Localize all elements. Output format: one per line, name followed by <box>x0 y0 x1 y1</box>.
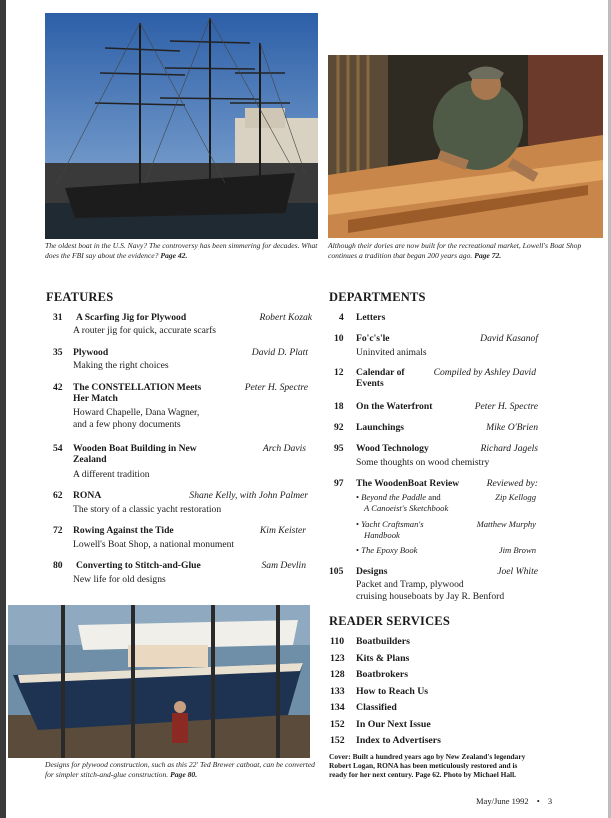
dept-entry-97[interactable] <box>329 478 539 491</box>
entry-title: Plywood <box>73 347 109 358</box>
feature-entry-42[interactable] <box>46 382 316 432</box>
review-conj: and <box>428 492 441 502</box>
entry-title: On the Waterfront <box>356 401 433 412</box>
entry-author: Joel White <box>497 566 538 577</box>
entry-title: RONA <box>73 490 102 501</box>
entry-title: Classified <box>356 702 397 713</box>
entry-title-line2: Zealand <box>73 454 107 465</box>
dept-entry-18[interactable] <box>329 401 539 414</box>
dept-entry-12[interactable] <box>329 367 539 393</box>
reader-services-item[interactable] <box>330 669 408 680</box>
constellation-caption: The oldest boat in the U.S. Navy? The controversy has been simmering for decades. What does the FBI say about the evidence? Page 42. <box>45 241 318 260</box>
entry-page: 42 <box>53 382 63 393</box>
entry-author: Mike O'Brien <box>486 422 538 433</box>
entry-author: Arch Davis <box>262 443 306 454</box>
entry-desc: A router jig for quick, accurate scarfs <box>73 325 217 336</box>
entry-desc: A different tradition <box>73 469 150 480</box>
feature-entry-35[interactable] <box>46 347 316 373</box>
entry-desc: Making the right choices <box>73 360 169 371</box>
entry-desc: Lowell's Boat Shop, a national monument <box>73 539 235 550</box>
entry-title: Wooden Boat Building in New <box>73 443 197 454</box>
entry-author: Reviewed by: <box>486 478 538 489</box>
entry-page: 152 <box>330 735 345 746</box>
review-author: Jim Brown <box>498 545 536 555</box>
dept-entry-92[interactable] <box>329 422 539 435</box>
page-binding-edge <box>0 0 6 818</box>
reader-services-heading: READER SERVICES <box>329 614 450 628</box>
features-heading: FEATURES <box>46 290 114 304</box>
boat-shop-photo <box>328 55 603 238</box>
review-author: Zip Kellogg <box>495 492 536 502</box>
entry-page: 18 <box>334 401 344 412</box>
catboat-photo <box>8 605 310 758</box>
entry-title: Letters <box>356 312 386 323</box>
entry-title: Fo'c's'le <box>356 333 390 344</box>
entry-page: 62 <box>53 490 63 501</box>
boat-shop-caption: Although their dories are now built for the recreational market, Lowell's Boat Shop continues a tradition that began 200 years ago. Page 72. <box>328 241 582 260</box>
entry-author: Robert Kozak <box>259 312 312 323</box>
entry-title: Wood Technology <box>356 443 429 454</box>
entry-page: 35 <box>53 347 63 358</box>
entry-title: Calendar of <box>356 367 405 378</box>
review-title: Beyond the Paddle <box>361 492 427 502</box>
entry-title: A Scarfing Jig for Plywood <box>76 312 187 323</box>
review-item-1[interactable] <box>356 492 539 516</box>
entry-title: In Our Next Issue <box>356 719 431 730</box>
feature-entry-80[interactable] <box>46 560 316 586</box>
review-item-3[interactable] <box>356 545 539 557</box>
entry-author: Shane Kelly, with John Palmer <box>189 490 308 501</box>
entry-desc: Uninvited animals <box>356 347 427 358</box>
feature-entry-54[interactable] <box>46 443 316 483</box>
entry-author: Compiled by Ashley David <box>433 367 536 378</box>
dept-entry-10[interactable] <box>329 333 539 359</box>
entry-author: Peter H. Spectre <box>474 401 538 412</box>
cover-line: Cover: Built a hundred years ago by New Zealand's legendary <box>329 752 526 761</box>
entry-page: 31 <box>53 312 63 323</box>
reader-services-item[interactable] <box>330 636 410 647</box>
entry-title: The CONSTELLATION Meets <box>73 382 202 393</box>
reader-services-item[interactable] <box>330 702 397 713</box>
entry-desc: New life for old designs <box>73 574 166 585</box>
entry-page: 80 <box>53 560 63 571</box>
entry-title: Boatbrokers <box>356 669 409 680</box>
review-item-2[interactable] <box>356 519 539 543</box>
entry-title: Kits & Plans <box>356 653 410 664</box>
dept-entry-105[interactable] <box>329 566 539 604</box>
entry-desc: The story of a classic yacht restoration <box>73 504 222 515</box>
entry-desc: Some thoughts on wood chemistry <box>356 457 490 468</box>
review-title: Yacht Craftsman's <box>361 519 424 529</box>
cover-note <box>329 752 589 779</box>
entry-page: 92 <box>334 422 344 433</box>
bullet: • <box>356 545 360 555</box>
review-title: The Epoxy Book <box>361 545 418 555</box>
entry-title: Rowing Against the Tide <box>73 525 174 536</box>
dept-entry-4[interactable] <box>329 312 539 325</box>
entry-page: 10 <box>334 333 344 344</box>
catboat-caption: Designs for plywood construction, such as this 22' Ted Brewer catboat, can be converted for simpler stitch-and-glue construction. Page 80. <box>45 760 315 779</box>
page-number: 3 <box>547 796 553 806</box>
reader-services-item[interactable] <box>330 719 431 730</box>
entry-title-line2: Events <box>356 378 384 389</box>
entry-author: David D. Platt <box>251 347 308 358</box>
entry-author: Kim Keister <box>259 525 306 536</box>
entry-title: Designs <box>356 566 388 577</box>
entry-page: 134 <box>330 702 345 713</box>
reader-services-item[interactable] <box>330 686 428 697</box>
entry-page: 72 <box>53 525 63 536</box>
folio-bullet: • <box>536 796 540 806</box>
review-author: Matthew Murphy <box>476 519 536 529</box>
entry-author: Peter H. Spectre <box>244 382 308 393</box>
reader-services-item[interactable] <box>330 735 441 746</box>
entry-page: 110 <box>330 636 345 647</box>
review-title-line2: A Canoeist's Sketchbook <box>364 502 449 513</box>
feature-entry-72[interactable] <box>46 525 316 551</box>
feature-entry-62[interactable] <box>46 490 316 516</box>
entry-author: David Kasanof <box>480 333 538 344</box>
entry-desc: Howard Chapelle, Dana Wagner, <box>73 407 200 418</box>
cover-line: Robert Logan, RONA has been meticulously restored and is <box>329 761 518 770</box>
entry-page: 105 <box>329 566 344 577</box>
entry-page: 54 <box>53 443 63 454</box>
entry-page: 4 <box>339 312 344 323</box>
entry-title: The WoodenBoat Review <box>356 478 460 489</box>
cover-line: ready for her next century. Page 62. Photo by Michael Hall. <box>329 770 517 779</box>
entry-title: Boatbuilders <box>356 636 410 647</box>
entry-title: Launchings <box>356 422 404 433</box>
entry-page: 123 <box>330 653 345 664</box>
bullet: • <box>356 492 360 502</box>
entry-title: Converting to Stitch-and-Glue <box>76 560 201 571</box>
issue-date: May/June 1992 <box>476 796 529 806</box>
departments-heading: DEPARTMENTS <box>329 290 426 304</box>
entry-author: Sam Devlin <box>261 560 306 571</box>
entry-page: 12 <box>334 367 344 378</box>
entry-author: Richard Jagels <box>480 443 538 454</box>
entry-page: 97 <box>334 478 344 489</box>
feature-entry-31[interactable] <box>46 312 316 338</box>
entry-page: 152 <box>330 719 345 730</box>
entry-page: 128 <box>330 669 345 680</box>
bullet: • <box>356 519 360 529</box>
entry-page: 95 <box>334 443 344 454</box>
entry-desc: Packet and Tramp, plywood <box>356 579 464 590</box>
reader-services-item[interactable] <box>330 653 409 664</box>
entry-desc-line2: cruising houseboats by Jay R. Benford <box>356 591 505 602</box>
dept-entry-95[interactable] <box>329 443 539 469</box>
entry-title-line2: Her Match <box>73 393 118 404</box>
entry-title: Index to Advertisers <box>356 735 441 746</box>
entry-desc-line2: and a few phony documents <box>73 419 181 430</box>
entry-page: 133 <box>330 686 345 697</box>
entry-title: How to Reach Us <box>356 686 429 697</box>
page-folio <box>476 796 552 806</box>
review-title-line2: Handbook <box>364 529 400 540</box>
constellation-ship-photo <box>45 13 318 239</box>
